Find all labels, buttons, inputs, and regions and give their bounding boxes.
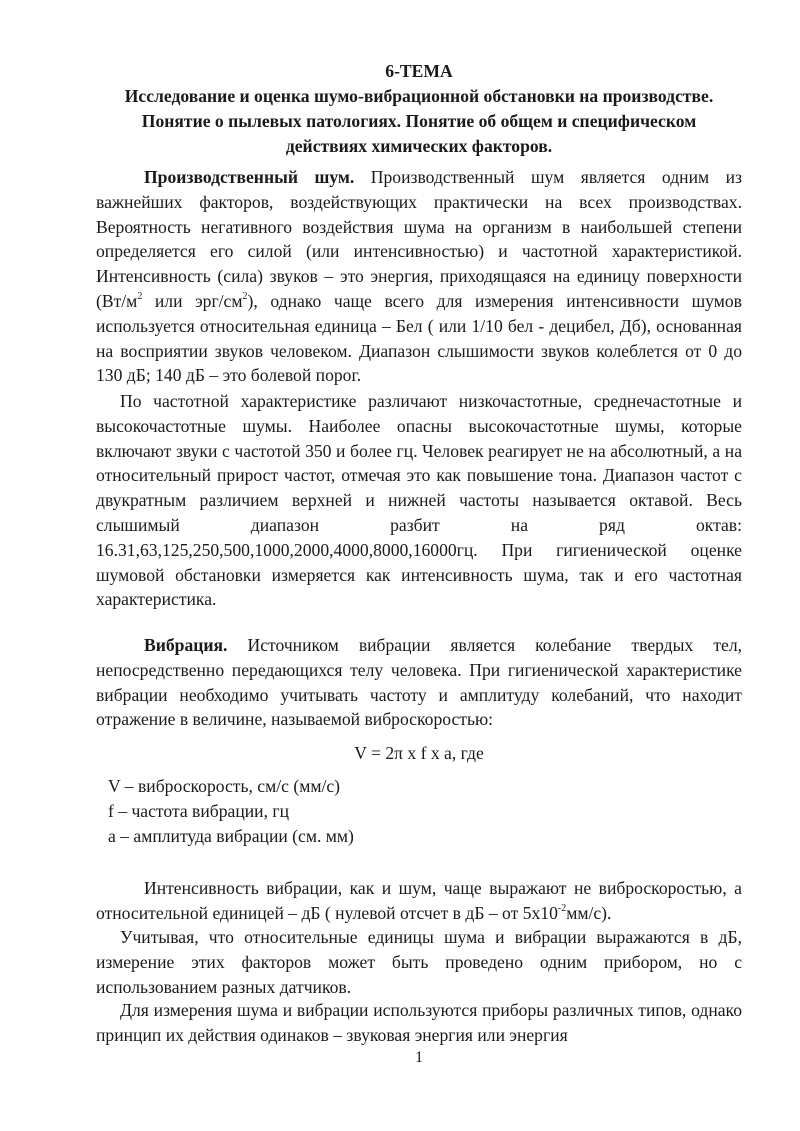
title-line-2: Понятие о пылевых патологиях. Понятие об общем и специфическом <box>141 111 697 131</box>
paragraph-vibration <box>96 633 742 732</box>
definition-f: f – частота вибрации, гц <box>108 801 290 821</box>
title-line-1: Исследование и оценка шумо-вибрационной обстановки на производстве. <box>124 86 714 106</box>
intensity-text-a: Интенсивность вибрации, как и шум, чаще выражают не виброскоростью, а относительной единицей – дБ ( нулевой отсчет в дБ – от 5х10 <box>96 878 742 923</box>
paragraph-units: Учитывая, что относительные единицы шума и вибрации выражаются в дБ, измерение этих факторов может быть проведено одним прибором, но с использованием разных датчиков. <box>96 927 742 997</box>
topic-heading: 6-ТЕМА <box>385 61 453 81</box>
noise-sup-1: 2 <box>137 291 143 303</box>
paragraph-frequency: По частотной характеристике различают низкочастотные, среднечастотные и высокочастотные шумы. Наиболее опасны высокочастотные шумы, которые включают звуки с частотой 350 и более гц. Человек реагирует не на абсолютный, а на относительный прирост частот, отмечая это как повышение тона. Диапазон частот с двукратным различием верхней и нижней частоты называется октавой. Весь слышимый диапазон разбит на ряд октав: 16.31,63,125,250,500,1000,2000,4000,8000,16000гц. При гигиенической оценке шумовой обстановки измеряется как интенсивность шума, так и его частотная характеристика. <box>96 391 742 610</box>
title-line-3: действиях химических факторов. <box>285 136 553 156</box>
noise-text-a: Производственный шум является одним из важнейших факторов, воздействующих практически на всех производствах. Вероятность негативного воздействия шума на организм в наибольшей степени определяется его силой (или интенсивностью) и частотной характеристикой. Интенсивность (сила) звуков – это энергия, приходящаяся на единицу поверхности (Вт/м <box>96 167 743 311</box>
noise-text-c: ), однако чаще всего для измерения интенсивности шумов используется относительная единица – Бел ( или 1/10 бел - децибел, Дб), основанная на восприятии звуков человеком. Диапазон слышимости звуков колеблется от 0 до 130 дБ; 140 дБ – это болевой порог. <box>96 290 742 386</box>
vibration-formula: V = 2π x f x a, где <box>354 743 484 763</box>
paragraph-instruments: Для измерения шума и вибрации используются приборы различных типов, однако принцип их действия одинаков – звуковая энергия или энергия <box>96 1000 742 1045</box>
vibration-text: Источником вибрации является колебание твердых тел, непосредственно передающихся телу человека. При гигиенической характеристике вибрации необходимо учитывать частоту и амплитуду колебаний, что находит отражение в величине, называемой виброскоростью: <box>96 635 742 730</box>
noise-text-b: или эрг/см <box>142 290 243 311</box>
paragraph-vibration-intensity <box>96 876 742 926</box>
definition-v: V – виброскорость, см/с (мм/с) <box>108 776 341 796</box>
page-number: 1 <box>415 1049 423 1066</box>
intensity-sup: -2 <box>557 902 567 914</box>
vibration-lead: Вибрация. <box>144 635 228 655</box>
definition-a: a – амплитуда вибрации (см. мм) <box>108 826 354 846</box>
noise-sup-2: 2 <box>242 291 248 303</box>
intensity-text-b: мм/с). <box>566 902 612 923</box>
paragraph-noise <box>96 165 742 388</box>
noise-lead: Производственный шум. <box>144 167 355 187</box>
